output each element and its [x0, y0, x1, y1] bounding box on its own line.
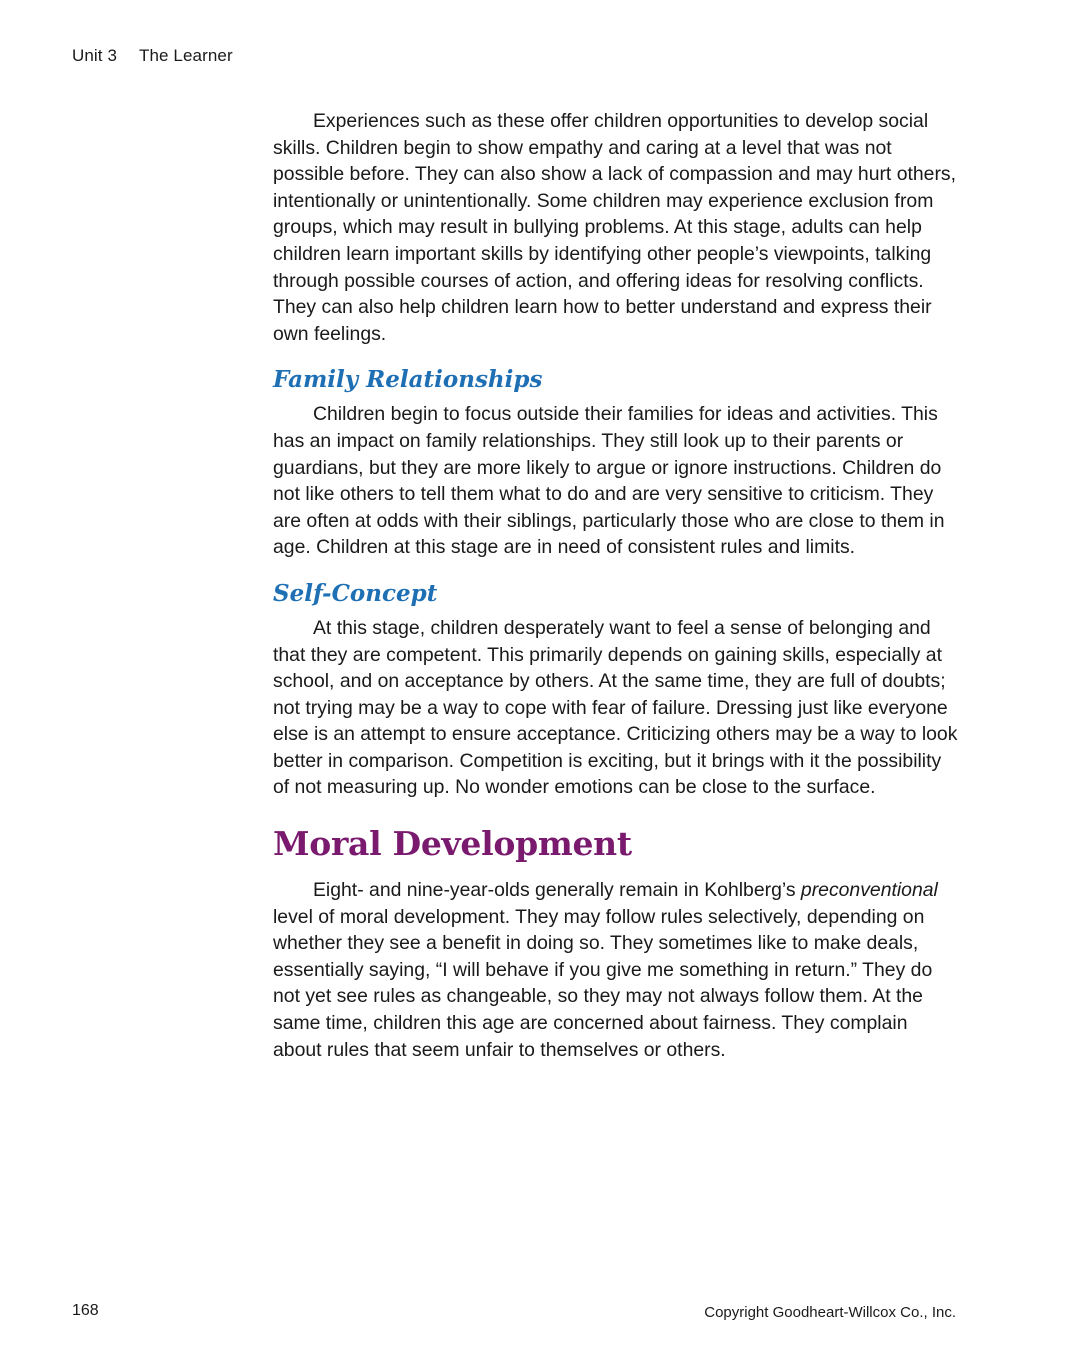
page-number: 168	[72, 1302, 99, 1319]
moral-text-end: level of moral development. They may follow rules selectively, depending on whether they see a benefit in doing so. They sometimes like to make deals, essentially saying, “I will behave if you give me something in return.” They do not yet see rules as changeable, so they may not always follow them. At the same time, children this age are concerned about fairness. They complain about rules that seem unfair to themselves or others.	[273, 905, 933, 1061]
family-relationships-heading: Family Relationships	[273, 366, 543, 394]
unit-label: Unit 3	[72, 46, 118, 65]
moral-development-paragraph	[273, 877, 959, 1063]
moral-term-italic: preconventional	[800, 879, 938, 902]
moral-development-heading: Moral Development	[273, 824, 632, 864]
self-concept-paragraph: At this stage, children desperately want to feel a sense of belonging and that they are competent. This primarily depends on gaining skills, especially at school, and on acceptance by others. At the same time, they are full of doubts; not trying may be a way to cope with fear of failure. Dressing just like everyone else is an attempt to ensure acceptance. Criticizing others may be a way to look better in comparison. Competition is exciting, but it brings with it the possibility of not measuring up. No wonder emotions can be close to the surface.	[273, 616, 958, 799]
intro-paragraph: Experiences such as these offer children opportunities to develop social skills. Children begin to show empathy and caring at a level that was not possible before. They can also show a lack of compassion and may hurt others, intentionally or unintentionally. Some children may experience exclusion from groups, which may result in bullying problems. At this stage, adults can help children learn important skills by identifying other people’s viewpoints, talking through possible courses of action, and offering ideas for resolving conflicts. They can also help children learn how to better understand and express their own feelings.	[273, 110, 956, 345]
moral-text-start: Eight- and nine-year-olds generally remain in Kohlberg’s	[313, 879, 801, 902]
unit-title: The Learner	[139, 46, 233, 65]
running-head	[72, 46, 233, 66]
family-relationships-paragraph: Children begin to focus outside their families for ideas and activities. This has an impact on family relationships. They still look up to their parents or guardians, but they are more likely to argue or ignore instructions. Children do not like others to tell them what to do and are very sensitive to criticism. They are often at odds with their siblings, particularly those who are close to them in age. Children at this stage are in need of consistent rules and limits.	[273, 403, 945, 559]
copyright-notice: Copyright Goodheart-Willcox Co., Inc.	[704, 1304, 956, 1321]
self-concept-heading: Self-Concept	[273, 579, 438, 607]
page-content	[273, 108, 959, 1063]
